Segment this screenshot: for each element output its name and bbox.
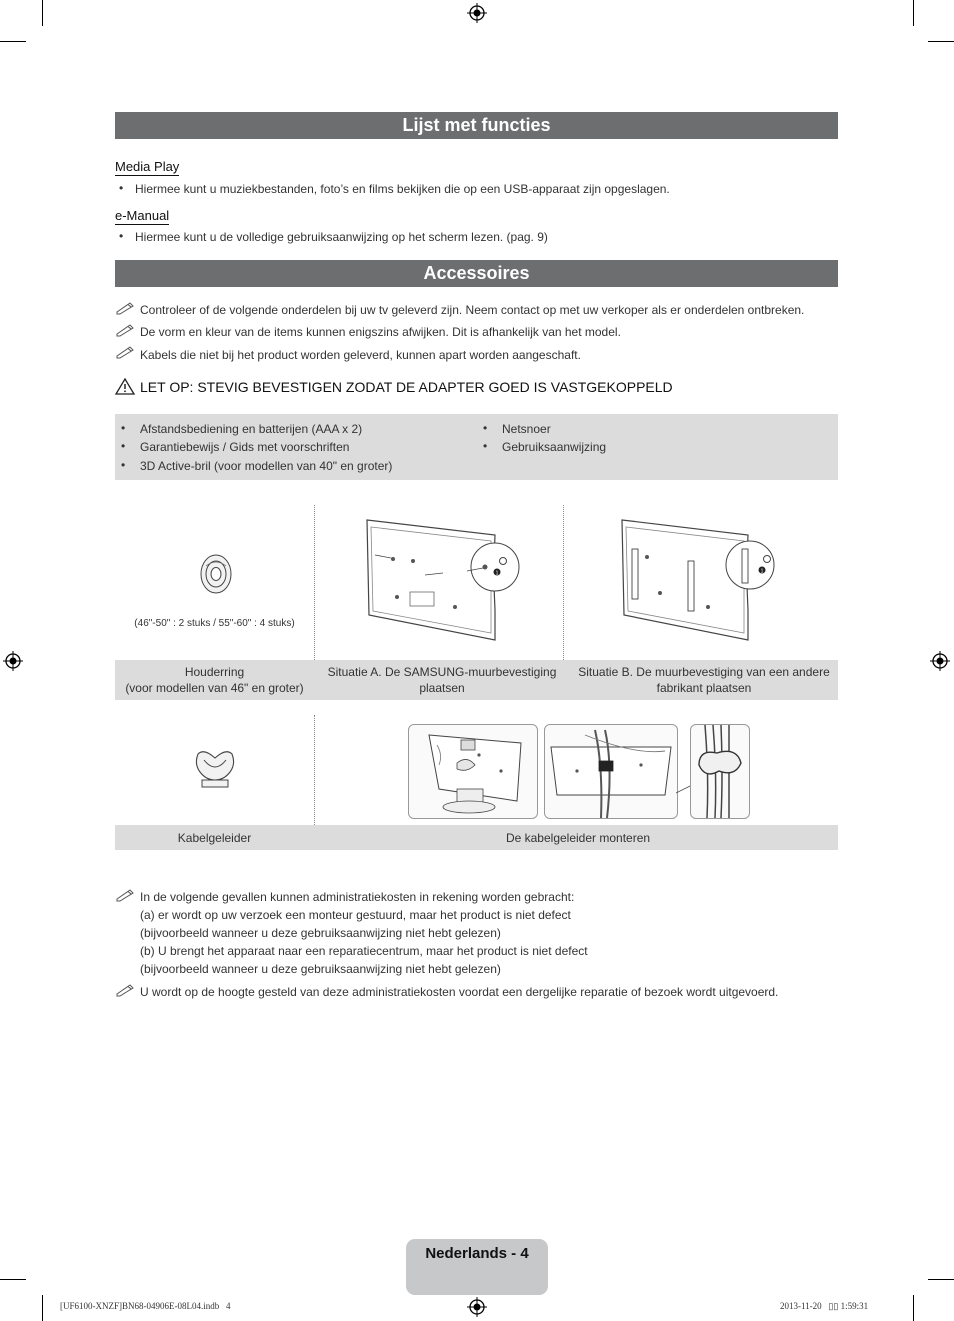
section-title-features: Lijst met functies [115, 112, 838, 139]
caption-line: Houderring [184, 665, 245, 679]
bullet: • [121, 421, 126, 435]
print-timestamp: 2013-11-20 ▯▯ 1:59:31 [780, 1301, 869, 1311]
crop-mark [0, 1279, 26, 1280]
feature-desc-media-play: Hiermee kunt u muziekbestanden, foto’s en films bekijken die op een USB-apparaat zijn opgeslagen. [135, 182, 670, 196]
cable-guide-step-2 [544, 724, 678, 819]
bullet: • [483, 439, 488, 453]
note-pencil-icon [116, 983, 136, 997]
accessory-item: 3D Active-bril (voor modellen van 40" en groter) [140, 459, 393, 473]
callout-marker-b: 1 [760, 568, 764, 575]
note-pencil-icon [116, 301, 136, 315]
registration-mark-icon [467, 1297, 487, 1317]
crop-mark [913, 1295, 914, 1321]
accessory-item: Garantiebewijs / Gids met voorschriften [140, 440, 350, 454]
caption-situation-a [318, 664, 566, 696]
note-pencil-icon [116, 323, 136, 337]
crop-mark [928, 1279, 954, 1280]
section-title-accessories: Accessoires [115, 260, 838, 287]
caption-line: Situatie B. De muurbevestiging van een andere [578, 665, 830, 679]
admin-note-last: U wordt op de hoogte gesteld van deze administratiekosten voordat een dergelijke reparatie of bezoek wordt uitgevoerd. [140, 985, 779, 999]
tv-wall-mount-a-illustration [355, 515, 535, 650]
registration-mark-icon [3, 651, 23, 671]
accessory-item: Netsnoer [502, 422, 551, 436]
print-file-info: [UF6100-XNZF]BN68-04906E-08L04.indb 4 [60, 1301, 231, 1311]
crop-mark [928, 41, 954, 42]
caption-situation-b [570, 664, 838, 696]
bullet: • [121, 458, 126, 472]
caption-holder-ring [115, 664, 314, 696]
admin-note-line: (a) er wordt op uw verzoek een monteur gestuurd, maar het product is niet defect [140, 908, 571, 922]
admin-note-line: (bijvoorbeeld wanneer u deze gebruiksaanwijzing niet hebt gelezen) [140, 926, 501, 940]
bullet: • [121, 439, 126, 453]
caption-cable-guide: Kabelgeleider [177, 831, 252, 845]
bullet: • [119, 229, 124, 243]
cable-guide-step-3 [690, 724, 750, 819]
feature-desc-e-manual: Hiermee kunt u de volledige gebruiksaanwijzing op het scherm lezen. (pag. 9) [135, 230, 548, 244]
divider [314, 505, 315, 660]
caption-line: fabrikant plaatsen [656, 681, 752, 695]
accessory-item: Gebruiksaanwijzing [502, 440, 607, 454]
warning-icon [115, 378, 135, 395]
note-pencil-icon [116, 345, 136, 359]
accessory-item: Afstandsbediening en batterijen (AAA x 2) [140, 422, 363, 436]
note-text: Controleer of de volgende onderdelen bij uw tv geleverd zijn. Neem contact op met uw verkoper als er onderdelen ontbreken. [140, 303, 805, 317]
divider [563, 505, 564, 660]
connector-line [676, 784, 690, 794]
note-pencil-icon [116, 888, 136, 902]
crop-mark [42, 1295, 43, 1321]
page-number-label: Nederlands - 4 [425, 1245, 529, 1262]
bullet: • [119, 181, 124, 195]
crop-mark [913, 0, 914, 26]
tv-wall-mount-b-illustration [612, 515, 792, 650]
note-text: De vorm en kleur van de items kunnen enigszins afwijken. Dit is afhankelijk van het model. [140, 325, 621, 339]
holder-ring-icon [198, 552, 234, 596]
admin-note-line: (bijvoorbeeld wanneer u deze gebruiksaanwijzing niet hebt gelezen) [140, 962, 501, 976]
admin-note-line: In de volgende gevallen kunnen administratiekosten in rekening worden gebracht: [140, 890, 575, 904]
warning-text: LET OP: STEVIG BEVESTIGEN ZODAT DE ADAPTER GOED IS VASTGEKOPPELD [140, 379, 673, 395]
note-text: Kabels die niet bij het product worden geleverd, kunnen apart worden aangeschaft. [140, 348, 581, 362]
cable-guide-icon [192, 748, 238, 790]
admin-note-line: (b) U brengt het apparaat naar een reparatiecentrum, maar het product is niet defect [140, 944, 588, 958]
registration-mark-icon [930, 651, 950, 671]
crop-mark [0, 41, 26, 42]
bullet: • [483, 421, 488, 435]
caption-cable-guide-mount: De kabelgeleider monteren [505, 831, 651, 845]
crop-mark [42, 0, 43, 26]
caption-line: (voor modellen van 46" en groter) [125, 681, 304, 695]
caption-line: plaatsen [419, 681, 465, 695]
feature-name-e-manual: e-Manual [115, 208, 170, 223]
holder-ring-count: (46"-50" : 2 stuks / 55"-60" : 4 stuks) [134, 618, 295, 629]
callout-marker-a: 1 [495, 570, 499, 577]
divider [314, 715, 315, 825]
caption-line: Situatie A. De SAMSUNG-muurbevestiging [327, 665, 557, 679]
feature-name-media-play: Media Play [115, 159, 180, 174]
cable-guide-step-1 [408, 724, 538, 819]
registration-mark-icon [467, 3, 487, 23]
